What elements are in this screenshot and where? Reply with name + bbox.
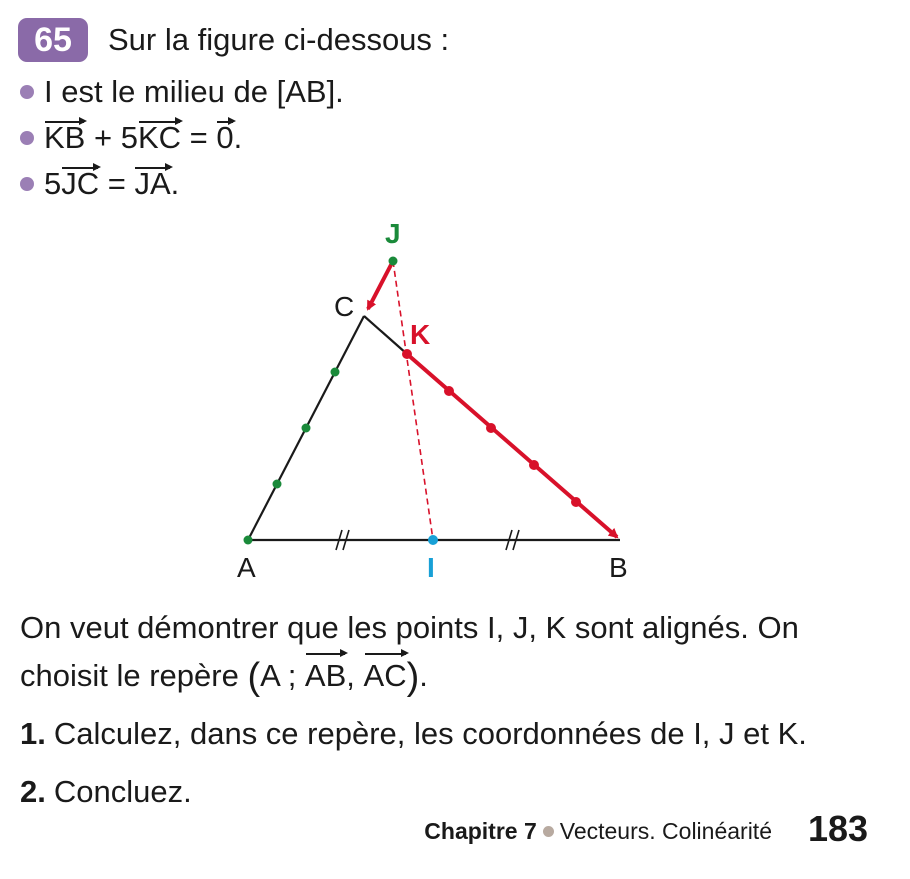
label-j: J: [385, 218, 401, 249]
division-point: [444, 386, 454, 396]
chapter-topic: Vecteurs. Colinéarité: [559, 818, 772, 844]
statement-line-1: On veut démontrer que les points I, J, K sont alignés. On: [20, 610, 799, 645]
division-point: [529, 460, 539, 470]
vector-jc-arrow: [368, 261, 393, 309]
division-point: [302, 424, 311, 433]
bullet-vector-k: KB + 5KC = 0.: [20, 120, 242, 156]
statement-line-2: choisit le repère (A ; AB, AC).: [20, 652, 890, 701]
division-point: [273, 480, 282, 489]
triangle-figure: [0, 210, 910, 590]
division-point: [331, 368, 340, 377]
label-k: K: [410, 319, 431, 350]
vector-ja: JA: [134, 166, 171, 201]
vector-kb: KB: [44, 120, 86, 155]
bullet-vector-j: 5JC = JA.: [20, 166, 179, 202]
vector-kb-arrow: [407, 354, 617, 537]
bullet-dot: [20, 85, 34, 99]
dashed-line-ji: [393, 261, 433, 540]
question-1: 1. Calculez, dans ce repère, les coordonnées de I, J et K.: [20, 716, 807, 751]
division-point: [571, 497, 581, 507]
question-2: 2. Concluez.: [20, 774, 192, 809]
label-a: A: [237, 552, 256, 583]
label-b: B: [609, 552, 628, 583]
bullet-dot: [20, 177, 34, 191]
bullet-midpoint: I est le milieu de [AB].: [20, 74, 344, 110]
vector-zero: 0: [216, 120, 234, 155]
point-k: [402, 349, 412, 359]
separator-dot: [543, 826, 554, 837]
page-number: 183: [808, 808, 869, 849]
division-point: [486, 423, 496, 433]
chapter-label: Chapitre 7: [424, 818, 537, 844]
segment-ck: [364, 316, 407, 354]
point-a: [244, 536, 253, 545]
label-c: C: [334, 291, 355, 322]
vector-kc: KC: [137, 120, 182, 155]
vector-ac: AC: [364, 652, 407, 700]
label-i: I: [427, 552, 435, 583]
exercise-intro: Sur la figure ci-dessous :: [108, 22, 450, 57]
vector-ab: AB: [305, 652, 346, 700]
exercise-number-badge: 65: [18, 18, 88, 62]
point-i: [428, 535, 438, 545]
point-j: [389, 257, 398, 266]
vector-jc: JC: [61, 166, 100, 201]
bullet-dot: [20, 131, 34, 145]
page-footer: [424, 818, 772, 845]
problem-statement: [20, 604, 890, 701]
